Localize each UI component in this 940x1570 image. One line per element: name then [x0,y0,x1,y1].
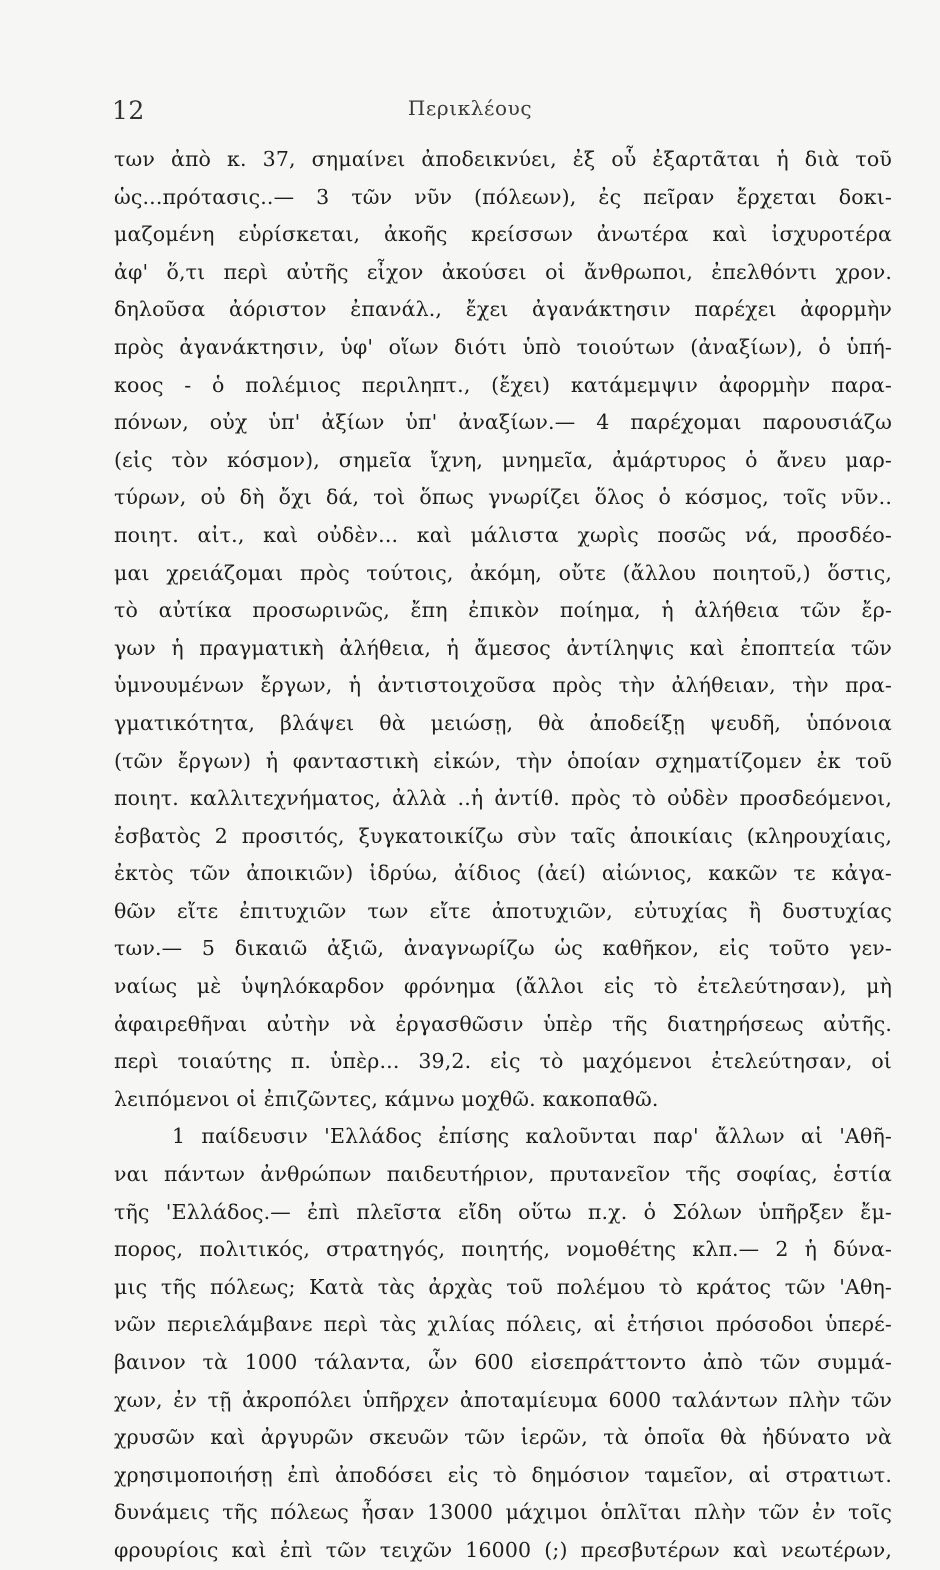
text-line: μαζομένη εὑρίσκεται, ἀκοῆς κρείσσων ἀνωτέρα καὶ ἰσχυροτέρα [114,222,892,247]
text-line: ναι πάντων ἀνθρώπων παιδευτήριον, πρυτανεῖον τῆς σοφίας, ἑστία [114,1162,892,1187]
text-line: νῶν περιελάμβανε περὶ τὰς χιλίας πόλεις, αἱ ἐτήσιοι πρόσοδοι ὑπερέ- [114,1312,892,1337]
text-line: ὡς...πρότασις..— 3 τῶν νῦν (πόλεων), ἐς πεῖραν ἔρχεται δοκι- [114,184,892,209]
text-line: ὑμνουμένων ἔργων, ἡ ἀντιστοιχοῦσα πρὸς τὴν ἀλήθειαν, τὴν πρα- [114,673,892,698]
text-line: δηλοῦσα ἀόριστον ἐπανάλ., ἔχει ἀγανάκτησιν παρέχει ἀφορμὴν [114,297,892,322]
text-line: τῆς 'Ελλάδος.— ἐπὶ πλεῖστα εἴδη οὕτω π.χ. ὁ Σόλων ὑπῆρξεν ἔμ- [114,1199,892,1224]
text-line: ναίως μὲ ὑψηλόκαρδον φρόνημα (ἄλλοι εἰς τὸ ἐτελεύτησαν), μὴ [114,974,892,999]
text-line: τύρων, οὐ δὴ ὄχι δά, τοὶ ὅπως γνωρίζει ὅλος ὁ κόσμος, τοῖς νῦν.. [114,485,892,510]
text-line: ποιητ. αἰτ., καὶ οὐδὲν... καὶ μάλιστα χωρὶς ποσῶς νά, προσδέο- [114,522,892,547]
text-line: χων, ἐν τῇ ἀκροπόλει ὑπῆρχεν ἀποταμίευμα 6000 ταλάντων πλὴν τῶν [114,1387,892,1412]
text-line: χρυσῶν καὶ ἀργυρῶν σκευῶν τῶν ἱερῶν, τὰ ὁποῖα θὰ ἠδύνατο νὰ [114,1425,892,1450]
text-line: φρουρίοις καὶ ἐπὶ τῶν τειχῶν 16000 (;) πρεσβυτέρων καὶ νεωτέρων, [114,1537,892,1562]
text-line: πρὸς ἀγανάκτησιν, ὑφ' οἵων διότι ὑπὸ τοιούτων (ἀναξίων), ὁ ὑπή- [114,334,892,359]
text-line: των ἀπὸ κ. 37, σημαίνει ἀποδεικνύει, ἐξ οὗ ἐξαρτᾶται ἡ διὰ τοῦ [114,147,892,171]
text-line: ἀφαιρεθῆναι αὐτὴν νὰ ἐργασθῶσιν ὑπὲρ τῆς διατηρήσεως αὐτῆς. [114,1011,892,1036]
text-line: ποιητ. καλλιτεχνήματος, ἀλλὰ ..ἡ ἀντίθ. πρὸς τὸ οὐδὲν προσδεόμενοι, [114,786,892,811]
running-title: Περικλέους [407,96,533,120]
text-line: των.— 5 δικαιῶ ἀξιῶ, ἀναγνωρίζω ὡς καθῆκον, εἰς τοῦτο γεν- [114,936,892,961]
text-line: κοος - ὁ πολέμιος περιληπτ., (ἔχει) κατάμεμψιν ἀφορμὴν παρα- [114,372,892,397]
text-line: τὸ αὐτίκα προσωρινῶς, ἔπη ἐπικὸν ποίημα, ἡ ἀλήθεια τῶν ἔρ- [114,598,892,623]
text-line: θῶν εἴτε ἐπιτυχιῶν των εἴτε ἀποτυχιῶν, εὐτυχίας ἢ δυστυχίας [114,898,892,923]
text-line: μις τῆς πόλεως; Κατὰ τὰς ἀρχὰς τοῦ πολέμου τὸ κράτος τῶν 'Αθη- [114,1274,892,1299]
page-number: 12 [112,96,145,125]
body-text [114,141,892,1570]
text-line: μαι χρειάζομαι πρὸς τούτοις, ἀκόμη, οὔτε (ἄλλου ποιητοῦ,) ὅστις, [114,560,892,585]
text-line: πορος, πολιτικός, στρατηγός, ποιητής, νομοθέτης κλπ.— 2 ἡ δύνα- [114,1237,892,1262]
text-line: (τῶν ἔργων) ἡ φανταστικὴ εἰκών, τὴν ὁποίαν σχηματίζομεν ἐκ τοῦ [114,748,892,773]
text-line: λειπόμενοι οἱ ἐπιζῶντες, κάμνω μοχθῶ. κακοπαθῶ. [114,1086,659,1111]
text-line: ἐκτὸς τῶν ἀποικιῶν) ἱδρύω, ἀίδιος (ἀεί) αἰώνιος, κακῶν τε κἀγα- [114,861,892,886]
text-line: βαινον τὰ 1000 τάλαντα, ὧν 600 εἰσεπράττοντο ἀπὸ τῶν συμμά- [114,1350,892,1374]
text-line: γματικότητα, βλάψει θὰ μειώσῃ, θὰ ἀποδείξῃ ψευδῆ, ὑπόνοια [114,710,892,735]
text-line: χρησιμοποιήσῃ ἐπὶ ἀποδόσει εἰς τὸ δημόσιον ταμεῖον, αἱ στρατιωτ. [114,1462,892,1487]
text-line: πόνων, οὐχ ὑπ' ἀξίων ὑπ' ἀναξίων.— 4 παρέχομαι παρουσιάζω [114,410,892,435]
text-line: γων ἡ πραγματικὴ ἀλήθεια, ἡ ἄμεσος ἀντίληψις καὶ ἐποπτεία τῶν [114,635,892,660]
text-line: ἀφ' ὅ,τι περὶ αὐτῆς εἶχον ἀκούσει οἱ ἄνθρωποι, ἐπελθόντι χρον. [114,259,892,284]
text-line: 1 παίδευσιν 'Ελλάδος ἐπίσης καλοῦνται παρ' ἄλλων αἱ 'Αθῆ- [172,1124,892,1149]
text-line: (εἰς τὸν κόσμον), σημεῖα ἴχνη, μνημεῖα, ἀμάρτυρος ὁ ἄνευ μαρ- [114,447,892,472]
text-line: ἐσβατὸς 2 προσιτός, ξυγκατοικίζω σὺν ταῖς ἀποικίαις (κληρουχίαις, [114,823,892,848]
text-line: δυνάμεις τῆς πόλεως ἦσαν 13000 μάχιμοι ὁπλῖται πλὴν τῶν ἐν τοῖς [114,1500,892,1525]
text-line: περὶ τοιαύτης π. ὑπὲρ... 39,2. εἰς τὸ μαχόμενοι ἐτελεύτησαν, οἱ [114,1049,892,1074]
